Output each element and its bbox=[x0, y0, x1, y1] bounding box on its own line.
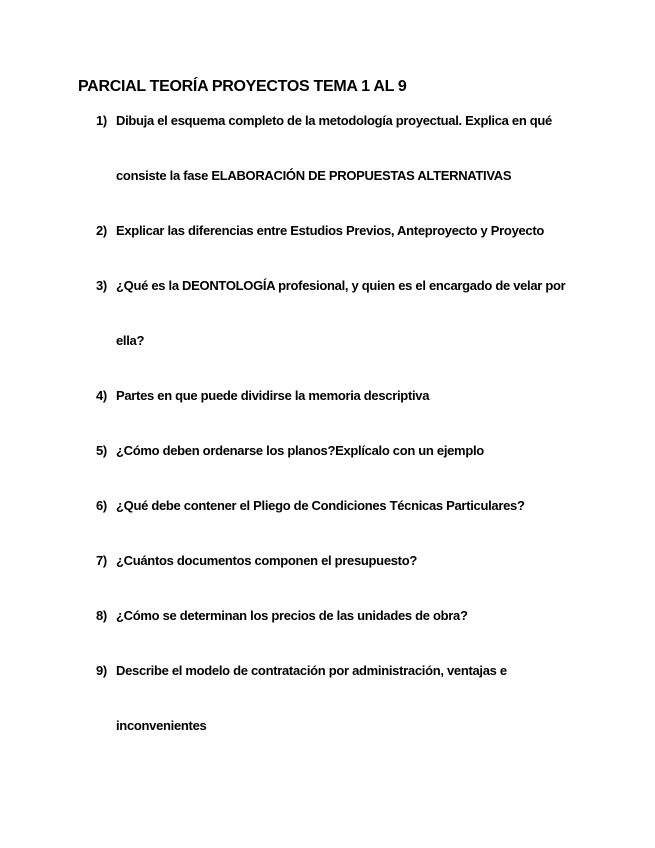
question-text: Explicar las diferencias entre Estudios Previos, Anteproyecto y Proyecto bbox=[116, 223, 545, 238]
question-number: 7) bbox=[96, 553, 107, 568]
question-5 bbox=[96, 423, 616, 478]
question-number: 6) bbox=[96, 498, 107, 513]
question-text: ¿Qué es la DEONTOLOGÍA profesional, y quien es el encargado de velar por ella? bbox=[116, 278, 566, 348]
question-4 bbox=[96, 368, 616, 423]
question-text: ¿Cómo deben ordenarse los planos?Explícalo con un ejemplo bbox=[116, 443, 484, 458]
question-2 bbox=[96, 203, 616, 258]
question-number: 1) bbox=[96, 113, 107, 128]
question-number: 4) bbox=[96, 388, 107, 403]
page-title: PARCIAL TEORÍA PROYECTOS TEMA 1 AL 9 bbox=[78, 78, 407, 95]
question-8 bbox=[96, 588, 616, 643]
question-number: 3) bbox=[96, 278, 107, 293]
question-number: 5) bbox=[96, 443, 107, 458]
question-text: Partes en que puede dividirse la memoria descriptiva bbox=[116, 388, 430, 403]
question-9 bbox=[96, 643, 616, 753]
question-3 bbox=[96, 258, 616, 368]
question-number: 8) bbox=[96, 608, 107, 623]
question-text: ¿Qué debe contener el Pliego de Condiciones Técnicas Particulares? bbox=[116, 498, 525, 513]
question-text: Dibuja el esquema completo de la metodología proyectual. Explica en qué consiste la fase ELABORACIÓN DE PROPUESTAS ALTERNATIVAS bbox=[116, 113, 552, 183]
question-6 bbox=[96, 478, 616, 533]
question-number: 2) bbox=[96, 223, 107, 238]
question-text: ¿Cómo se determinan los precios de las unidades de obra? bbox=[116, 608, 468, 623]
question-7 bbox=[96, 533, 616, 588]
question-text: ¿Cuántos documentos componen el presupuesto? bbox=[116, 553, 417, 568]
question-text: Describe el modelo de contratación por administración, ventajas e inconvenientes bbox=[116, 663, 507, 733]
question-number: 9) bbox=[96, 663, 107, 678]
question-1 bbox=[96, 93, 616, 203]
